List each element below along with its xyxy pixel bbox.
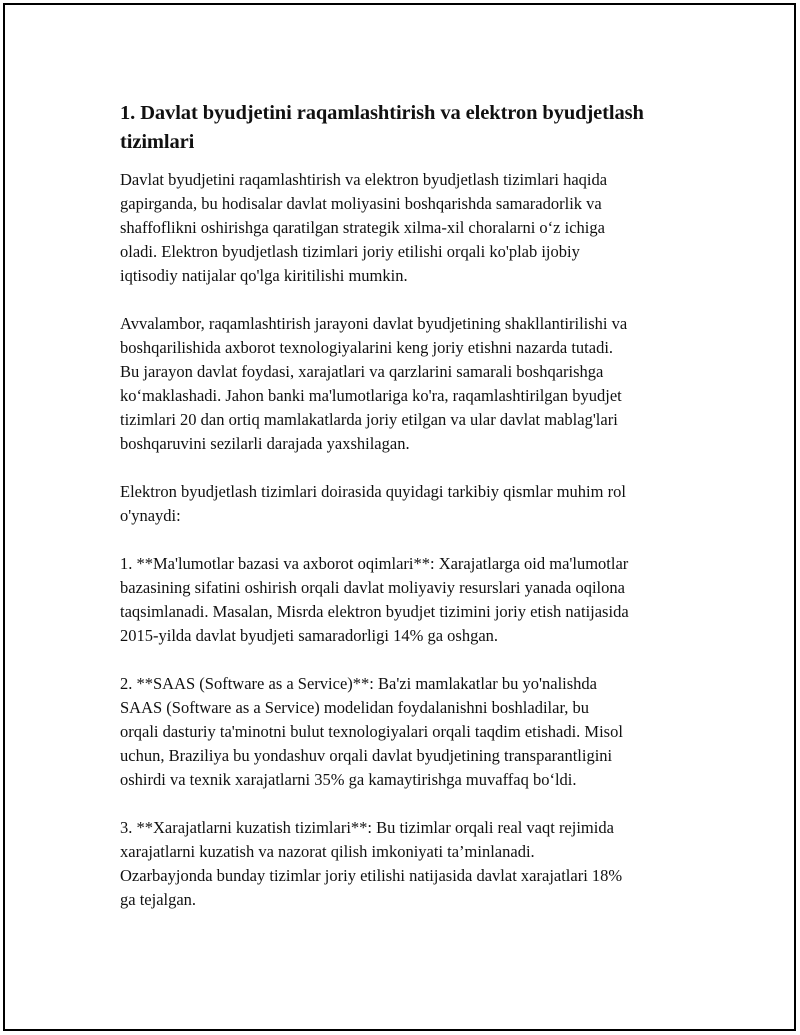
paragraph-intro: Davlat byudjetini raqamlashtirish va elektron byudjetlash tizimlari haqida gapirganda, bu hodisalar davlat moliyasini boshqarishda samaradorlik va shaffoflikni oshirishga qaratilgan strategik xilma-xil choralarni o‘z ichiga oladi. Elektron byudjetlash tizimlari joriy etilishi orqali ko'plab ijobiy iqtisodiy natijalar qo'lga kiritilishi mumkin. — [120, 170, 608, 285]
paragraph-digitalization: Avvalambor, raqamlashtirish jarayoni davlat byudjetining shakllantirilishi va boshqarilishida axborot texnologiyalarini keng joriy etishni nazarda tutadi. Bu jarayon davlat foydasi, xarajatlari va qarzlarini samarali boshqarishga ko‘maklashadi. Jahon banki ma'lumotlariga ko'ra, raqamlashtirilgan byudjet tizimlari 20 dan ortiq mamlakatlarda joriy etilgan va ular davlat mablag'lari boshqaruvini sezilarli darajada yaxshilagan. — [120, 314, 628, 453]
paragraph-components-intro: Elektron byudjetlash tizimlari doirasida quyidagi tarkibiy qismlar muhim rol o'ynaydi: — [120, 482, 626, 525]
list-item-expense-tracking: 3. **Xarajatlarni kuzatish tizimlari**: Bu tizimlar orqali real vaqt rejimida xarajatlarni kuzatish va nazorat qilish imkoniyati ta’minlanadi. Ozarbayjonda bunday tizimlar joriy etilishi natijasida davlat xarajatlari 18% ga tejalgan. — [120, 818, 623, 909]
list-item-databases: 1. **Ma'lumotlar bazasi va axborot oqimlari**: Xarajatlarga oid ma'lumotlar bazasining sifatini oshirish orqali davlat moliyaviy resurslari yanada oqilona taqsimlanadi. Masalan, Misrda elektron byudjet tizimini joriy etish natijasida 2015-yilda davlat byudjeti samaradorligi 14% ga oshgan. — [120, 554, 629, 645]
list-item-saas: 2. **SAAS (Software as a Service)**: Ba'zi mamlakatlar bu yo'nalishda SAAS (Software as a Service) modelidan foydalanishni boshladilar, bu orqali dasturiy ta'minotni bulut texnologiyalari orqali taqdim etishadi. Misol uchun, Braziliya bu yondashuv orqali davlat byudjetining transparantligini oshirdi va texnik xarajatlarni 35% ga kamaytirishga muvaffaq bo‘ldi. — [120, 674, 623, 789]
document-body — [120, 99, 700, 936]
document-page — [3, 3, 796, 1031]
section-heading: 1. Davlat byudjetini raqamlashtirish va elektron byudjetlash tizimlari — [120, 102, 644, 153]
